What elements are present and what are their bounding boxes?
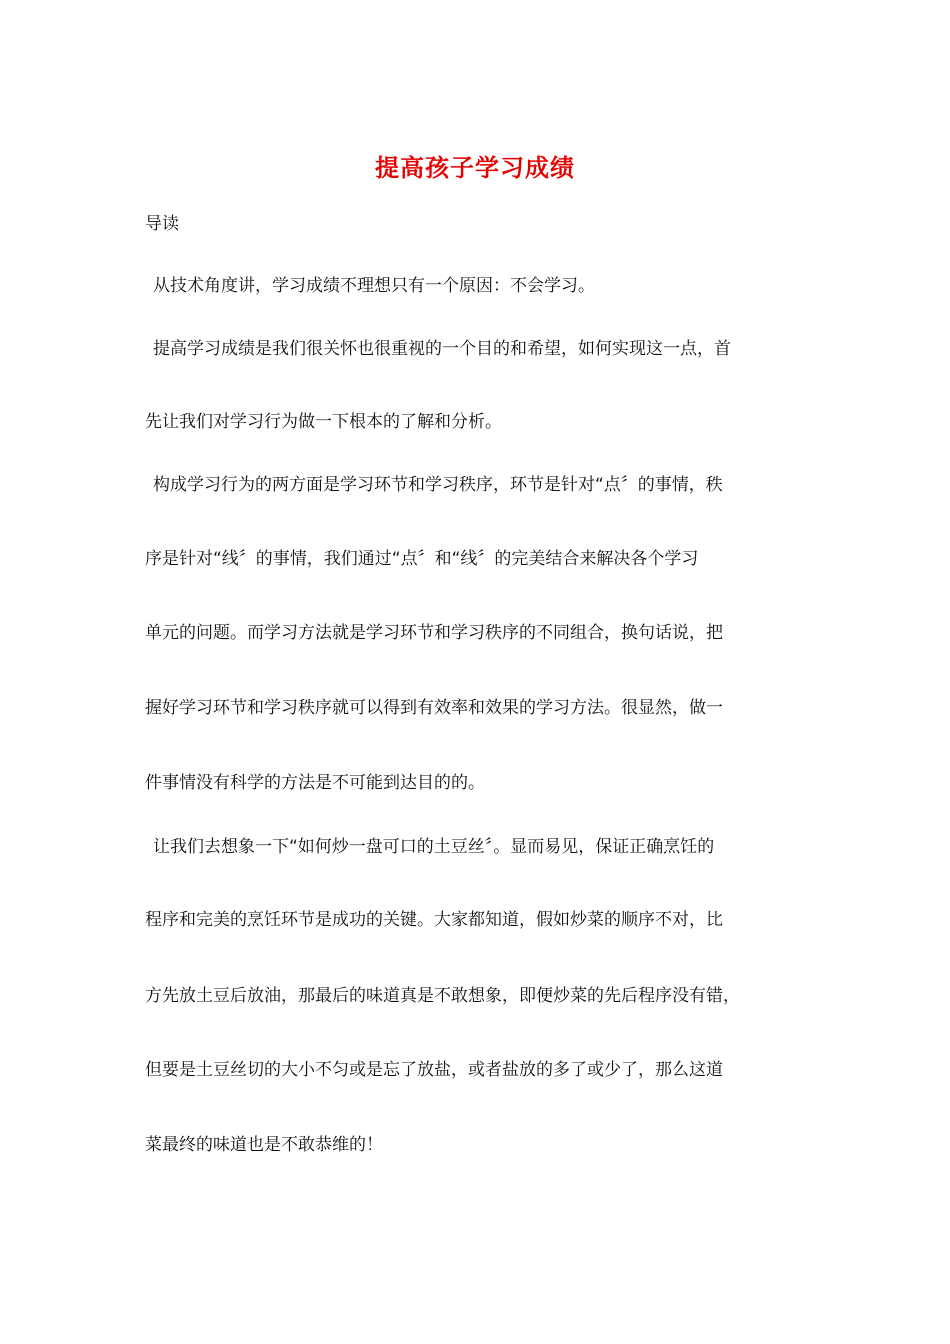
- paragraph-line: 从技术角度讲，学习成绩不理想只有一个原因：不会学习。: [153, 276, 595, 296]
- paragraph-line: 序是针对“线〞的事情，我们通过“点〞和“线〞的完美结合来解决各个学习: [145, 549, 699, 569]
- paragraph-line: 方先放土豆后放油，那最后的味道真是不敢想象，即便炒菜的先后程序没有错，: [145, 986, 740, 1006]
- section-heading: 导读: [145, 214, 179, 234]
- paragraph-line: 件事情没有科学的方法是不可能到达目的的。: [145, 773, 485, 793]
- paragraph-line: 菜最终的味道也是不敢恭维的！: [145, 1135, 383, 1155]
- paragraph-line: 程序和完美的烹饪环节是成功的关键。大家都知道，假如炒菜的顺序不对，比: [145, 910, 723, 930]
- paragraph-line: 构成学习行为的两方面是学习环节和学习秩序，环节是针对“点〞的事情，秩: [153, 475, 723, 495]
- paragraph-line: 提高学习成绩是我们很关怀也很重视的一个目的和希望，如何实现这一点，首: [153, 339, 731, 359]
- paragraph-line: 但要是土豆丝切的大小不匀或是忘了放盐，或者盐放的多了或少了，那么这道: [145, 1060, 723, 1080]
- document-title: 提高孩子学习成绩: [375, 153, 575, 182]
- paragraph-line: 单元的问题。而学习方法就是学习环节和学习秩序的不同组合，换句话说，把: [145, 623, 723, 643]
- paragraph-line: 让我们去想象一下“如何炒一盘可口的土豆丝〞。显而易见，保证正确烹饪的: [153, 837, 715, 857]
- paragraph-line: 先让我们对学习行为做一下根本的了解和分析。: [145, 412, 502, 432]
- paragraph-line: 握好学习环节和学习秩序就可以得到有效率和效果的学习方法。很显然，做一: [145, 698, 723, 718]
